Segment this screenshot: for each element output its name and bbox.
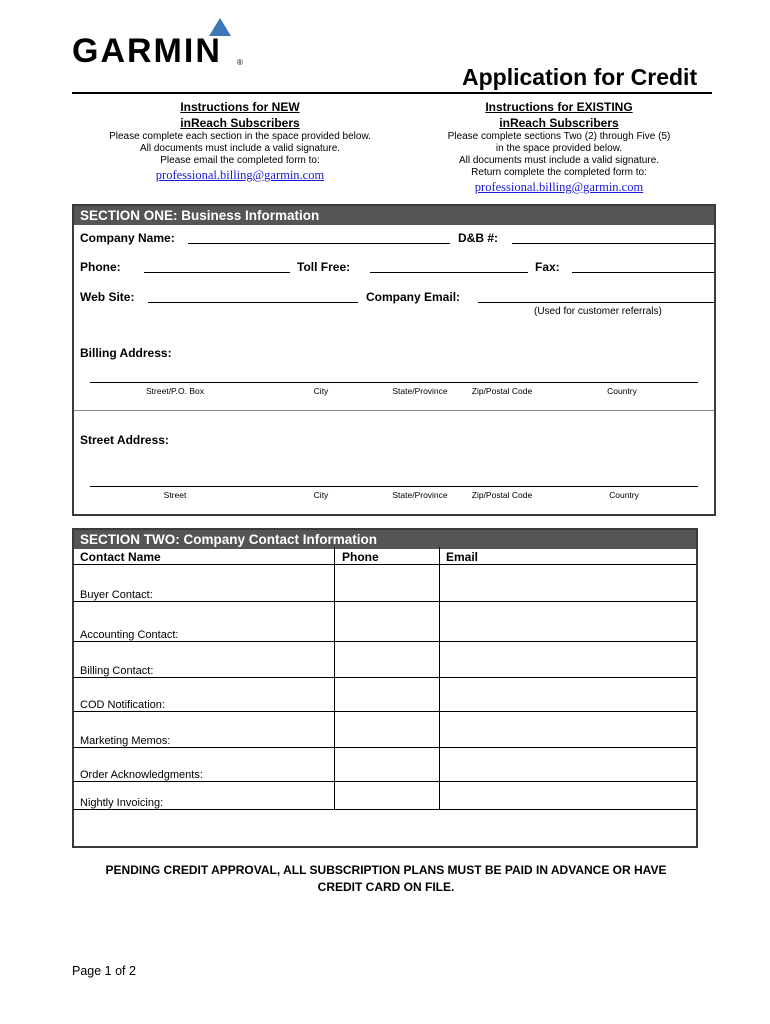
row-billing-contact: Billing Contact: [80, 665, 154, 677]
street-col-city: City [313, 490, 329, 500]
billing-address-label: Billing Address: [80, 346, 172, 360]
grid-row-line [74, 564, 696, 565]
billing-col-street: Street/P.O. Box [146, 386, 204, 396]
toll-free-label: Toll Free: [297, 260, 351, 274]
section-one-header: SECTION ONE: Business Information [74, 206, 714, 225]
street-col-street: Street [163, 490, 187, 500]
instructions-existing-email-link[interactable]: professional.billing@garmin.com [474, 180, 644, 194]
instructions-new-line-1: Please complete each section in the space provided below. [109, 131, 371, 142]
phone-field[interactable] [144, 272, 290, 273]
instructions-existing-heading-1: Instructions for EXISTING [485, 100, 633, 114]
title-rule [72, 92, 712, 94]
street-address-label: Street Address: [80, 433, 169, 447]
fax-label: Fax: [535, 260, 560, 274]
col-contact-name: Contact Name [80, 550, 161, 564]
registered-mark: ® [237, 58, 243, 67]
grid-row-line [74, 809, 696, 810]
street-address-field[interactable] [90, 486, 698, 487]
grid-row-line [74, 747, 696, 748]
toll-free-field[interactable] [370, 272, 528, 273]
instructions-existing-heading-2: inReach Subscribers [499, 116, 619, 130]
billing-address-field[interactable] [90, 382, 698, 383]
db-number-field[interactable] [512, 243, 714, 244]
company-name-field[interactable] [188, 243, 450, 244]
section-two [72, 528, 698, 848]
col-email: Email [446, 550, 479, 564]
grid-col-line [439, 547, 440, 810]
grid-row-line [74, 711, 696, 712]
notice-line-2: CREDIT CARD ON FILE. [317, 880, 455, 894]
instructions-new-heading-1: Instructions for NEW [180, 100, 300, 114]
company-email-field[interactable] [478, 302, 714, 303]
grid-row-line [74, 677, 696, 678]
referrals-note: (Used for customer referrals) [534, 306, 662, 317]
notice-line-1: PENDING CREDIT APPROVAL, ALL SUBSCRIPTION PLANS MUST BE PAID IN ADVANCE OR HAVE [105, 863, 667, 877]
row-marketing-memos: Marketing Memos: [80, 735, 171, 747]
web-site-label: Web Site: [80, 290, 135, 304]
grid-row-line [74, 781, 696, 782]
instructions-existing-line-2: in the space provided below. [495, 143, 623, 154]
company-name-label: Company Name: [80, 231, 175, 245]
page-title: Application for Credit [462, 64, 698, 90]
instructions-existing-line-4: Return complete the completed form to: [471, 167, 647, 178]
instructions-new-heading-2: inReach Subscribers [180, 116, 300, 130]
instructions-new [72, 99, 408, 183]
web-site-field[interactable] [148, 302, 358, 303]
instructions-existing-line-1: Please complete sections Two (2) through Five (5) [447, 131, 671, 142]
street-col-state: State/Province [392, 490, 448, 500]
garmin-logo: GARMIN [72, 32, 222, 70]
col-phone: Phone [342, 550, 379, 564]
row-order-acknowledgments: Order Acknowledgments: [80, 769, 203, 781]
grid-row-line [74, 601, 696, 602]
instructions-new-line-3: Please email the completed form to: [160, 155, 320, 166]
instructions-new-email-link[interactable]: professional.billing@garmin.com [155, 168, 325, 182]
street-col-zip: Zip/Postal Code [471, 490, 533, 500]
row-cod-notification: COD Notification: [80, 699, 165, 711]
street-col-country: Country [609, 490, 639, 500]
page-number: Page 1 of 2 [72, 964, 136, 978]
billing-col-country: Country [607, 386, 637, 396]
pending-credit-notice [72, 862, 700, 896]
fax-field[interactable] [572, 272, 714, 273]
instructions-new-line-2: All documents must include a valid signature. [139, 143, 341, 154]
phone-label: Phone: [80, 260, 121, 274]
instructions-existing-line-3: All documents must include a valid signature. [458, 155, 660, 166]
billing-col-zip: Zip/Postal Code [471, 386, 533, 396]
company-email-label: Company Email: [366, 290, 461, 304]
section-two-header: SECTION TWO: Company Contact Information [74, 530, 696, 549]
row-buyer-contact: Buyer Contact: [80, 589, 153, 601]
grid-row-line [74, 641, 696, 642]
billing-col-state: State/Province [392, 386, 448, 396]
row-accounting-contact: Accounting Contact: [80, 629, 179, 641]
instructions-existing [418, 99, 700, 195]
section-one [72, 204, 716, 516]
grid-col-line [334, 547, 335, 810]
row-nightly-invoicing: Nightly Invoicing: [80, 797, 164, 809]
billing-col-city: City [313, 386, 329, 396]
db-number-label: D&B #: [458, 231, 499, 245]
section-one-divider [74, 410, 714, 411]
